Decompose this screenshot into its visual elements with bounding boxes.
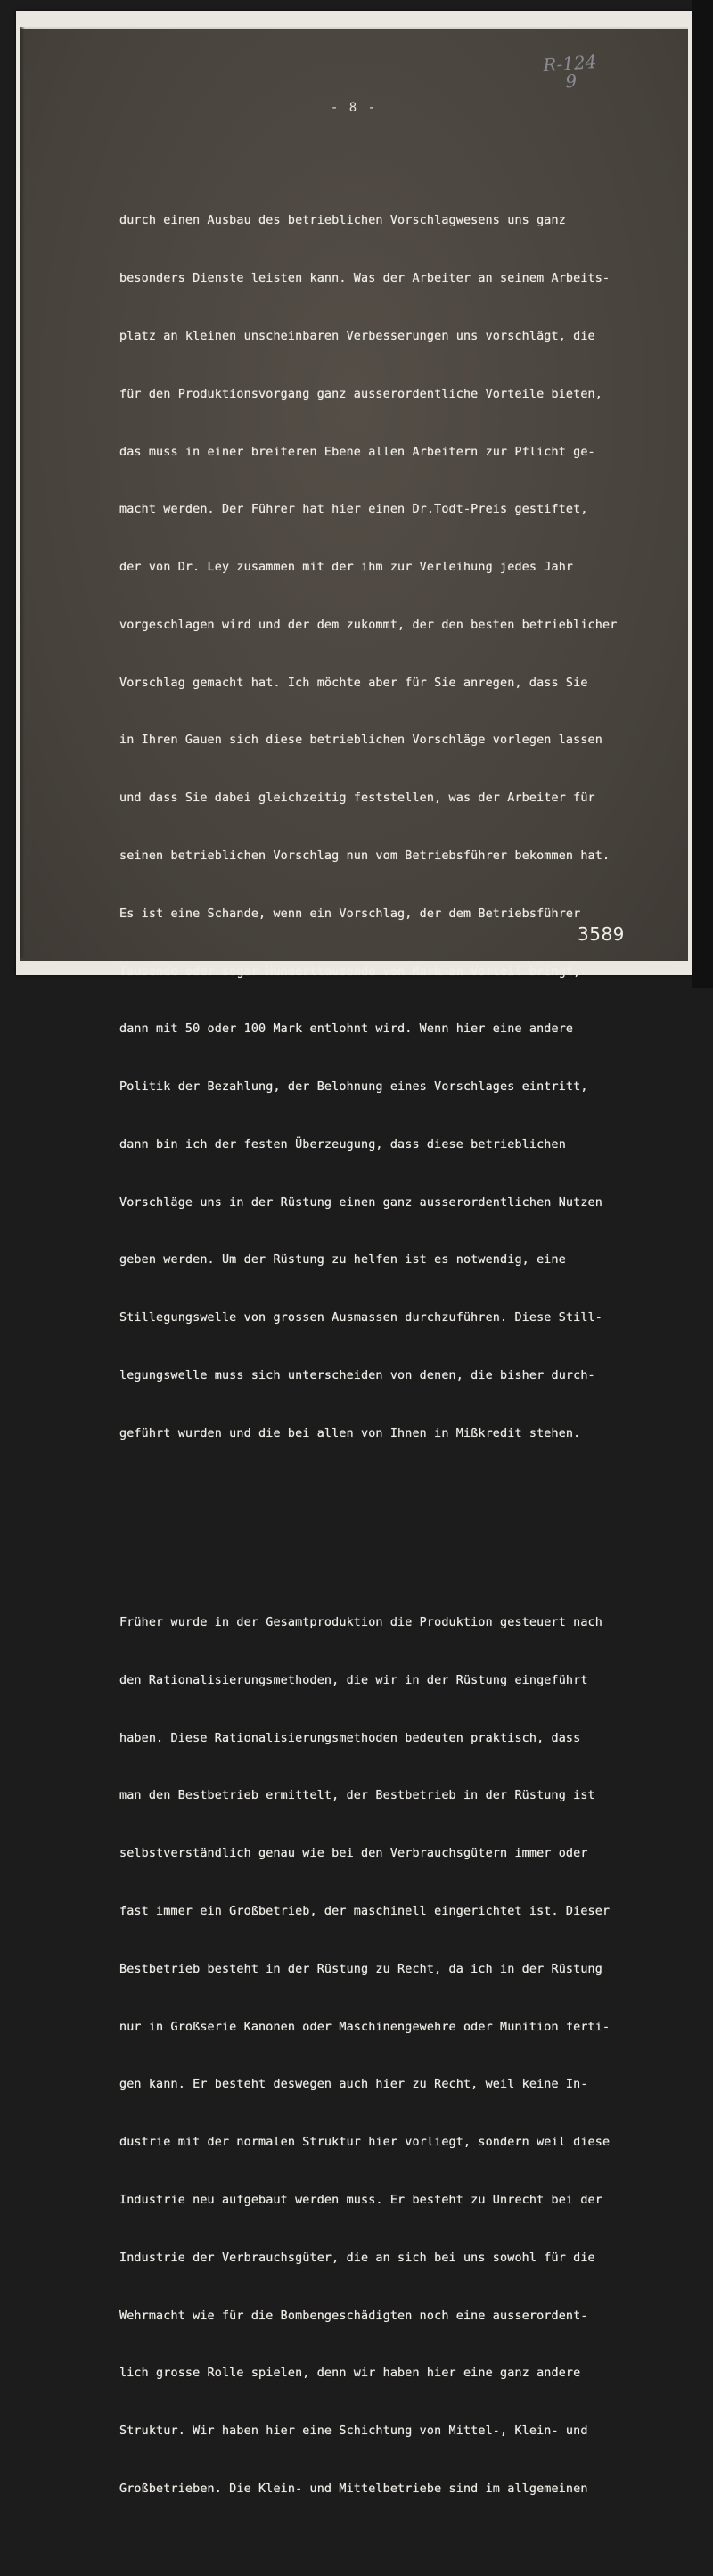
text-line: das muss in einer breiteren Ebene allen Arbeitern zur Pflicht ge- <box>119 445 595 459</box>
archive-reference-code: R-124 <box>542 50 598 77</box>
text-line: fast immer ein Großbetrieb, der maschinell eingerichtet ist. Dieser <box>119 1905 611 1919</box>
text-line: Industrie der Verbrauchsgüter, die an sich bei uns sowohl für die <box>119 2251 595 2265</box>
text-line: den Rationalisierungsmethoden, die wir in der Rüstung eingeführt <box>119 1673 588 1687</box>
text-line: geführt wurden und die bei allen von Ihnen in Mißkredit stehen. <box>119 1426 581 1440</box>
text-line: Politik der Bezahlung, der Belohnung eines Vorschlages eintritt, <box>119 1080 588 1095</box>
text-line: gen kann. Er besteht deswegen auch hier zu Recht, weil keine In- <box>119 2078 588 2092</box>
text-line: man den Bestbetrieb ermittelt, der Bestbetrieb in der Rüstung ist <box>119 1789 595 1803</box>
text-line: geben werden. Um der Rüstung zu helfen ist es notwendig, eine <box>119 1253 566 1267</box>
text-line: legungswelle muss sich unterscheiden von denen, die bisher durch- <box>119 1369 595 1382</box>
text-line: selbstverständlich genau wie bei den Verbrauchsgütern immer oder <box>119 1847 588 1861</box>
text-line: dustrie mit der normalen Struktur hier vorliegt, sondern weil diese <box>119 2136 611 2150</box>
text-line: nur in Großserie Kanonen oder Maschinengewehre oder Munition ferti- <box>119 2020 611 2034</box>
archive-reference-folio: 9 <box>564 70 578 93</box>
text-line: platz an kleinen unscheinbaren Verbesserungen uns vorschlägt, die <box>119 329 595 343</box>
paragraph-spacer <box>119 1521 672 1537</box>
paragraph-1 <box>119 173 672 1481</box>
page-number: - 8 - <box>330 101 378 115</box>
stamp-number: 3589 <box>578 923 625 945</box>
text-line: Vorschläge uns in der Rüstung einen ganz ausserordentlichen Nutzen <box>119 1195 602 1210</box>
text-line: seinen betrieblichen Vorschlag nun vom Betriebsführer bekommen hat. <box>119 849 611 863</box>
text-line: und dass Sie dabei gleichzeitig feststellen, was der Arbeiter für <box>119 792 595 806</box>
text-line: Vorschlag gemacht hat. Ich möchte aber für Sie anregen, dass Sie <box>119 676 588 690</box>
text-line: für den Produktionsvorgang ganz ausserordentliche Vorteile bieten, <box>119 387 602 401</box>
paragraph-2 <box>119 1575 672 2538</box>
text-line: Wehrmacht wie für die Bombengeschädigten noch eine ausserordent- <box>119 2309 588 2323</box>
text-line: Industrie neu aufgebaut werden muss. Er besteht zu Unrecht bei der <box>119 2193 602 2207</box>
text-line: besonders Dienste leisten kann. Was der Arbeiter an seinem Arbeits- <box>119 272 611 286</box>
text-line: Stillegungswelle von grossen Ausmassen durchzuführen. Diese Still- <box>119 1311 602 1325</box>
text-line: dann bin ich der festen Überzeugung, dass diese betrieblichen <box>119 1137 566 1152</box>
text-line: dann mit 50 oder 100 Mark entlohnt wird. Wenn hier eine andere <box>119 1022 574 1037</box>
text-line: haben. Diese Rationalisierungsmethoden bedeuten praktisch, dass <box>119 1731 581 1745</box>
scan-border <box>692 0 713 988</box>
text-line: durch einen Ausbau des betrieblichen Vorschlagwesens uns ganz <box>119 214 566 228</box>
document-body <box>119 135 672 2576</box>
archive-reference-annotation <box>542 50 599 93</box>
text-line: in Ihren Gauen sich diese betrieblichen Vorschläge vorlegen lassen <box>119 734 602 748</box>
text-line: Es ist eine Schande, wenn ein Vorschlag, der dem Betriebsführer <box>119 907 581 921</box>
text-line: vorgeschlagen wird und der dem zukommt, der den besten betrieblicher <box>119 618 618 632</box>
text-line: der von Dr. Ley zusammen mit der ihm zur Verleihung jedes Jahr <box>119 561 574 575</box>
text-line: Struktur. Wir haben hier eine Schichtung von Mittel-, Klein- und <box>119 2424 588 2439</box>
photostat-page <box>20 27 688 2496</box>
text-line: Großbetrieben. Die Klein- und Mittelbetriebe sind im allgemeinen <box>119 2482 588 2496</box>
text-line: Bestbetrieb besteht in der Rüstung zu Recht, da ich in der Rüstung <box>119 1962 602 1976</box>
text-line: Tausende oder sogar Hunderttausende von Mark an Vorteil bringt, <box>119 964 581 979</box>
text-line: macht werden. Der Führer hat hier einen Dr.Todt-Preis gestiftet, <box>119 503 588 517</box>
text-line: lich grosse Rolle spielen, denn wir haben hier eine ganz andere <box>119 2367 581 2381</box>
photo-edge-shadow <box>20 27 25 958</box>
text-line: Früher wurde in der Gesamtproduktion die Produktion gesteuert nach <box>119 1616 602 1630</box>
